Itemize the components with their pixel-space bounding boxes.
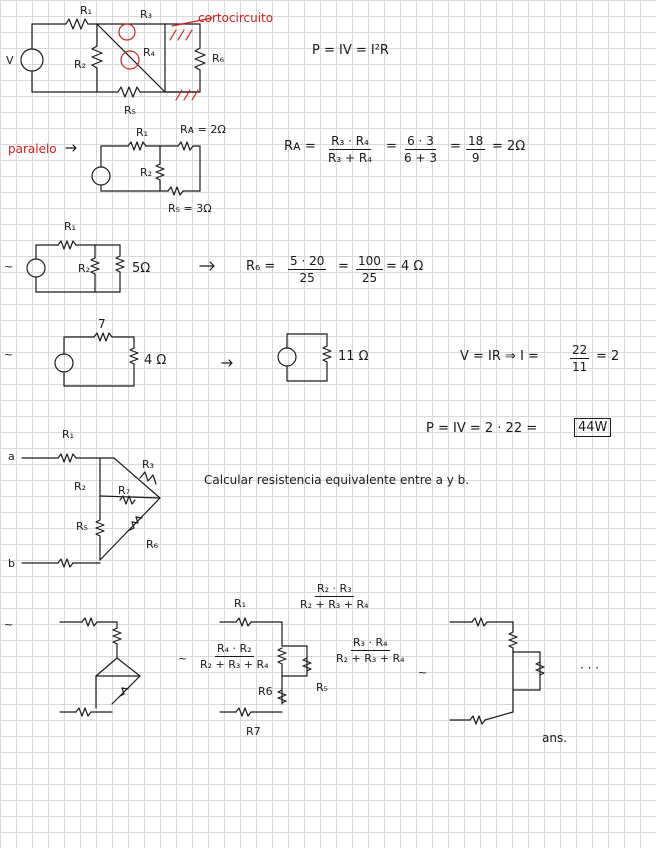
- v-label: V: [6, 54, 14, 67]
- cortocircuito-note: cortocircuito: [198, 11, 274, 25]
- power-formula: P = IV = I²R: [312, 43, 389, 58]
- r7-label-mid: R7: [246, 725, 261, 738]
- circuit-3: [4, 220, 124, 292]
- five-ohm: 5Ω: [132, 261, 151, 276]
- ra-frac-3: $\frac{18}{9}$: [468, 134, 484, 165]
- svg-text:R₁: R₁: [80, 4, 93, 17]
- svg-text:R₄: R₄: [143, 46, 156, 59]
- circuit-9: [418, 618, 544, 724]
- svg-text:~: ~: [418, 666, 428, 679]
- svg-text:~: ~: [4, 618, 14, 631]
- ans-label: ans.: [542, 731, 568, 745]
- rb-result: = 4 Ω: [386, 259, 424, 274]
- seven: 7: [98, 317, 106, 331]
- arrow-2: [222, 360, 232, 366]
- delta-frac-left: $\frac{\text{R₄ · R₂}}{\text{R₂ + R₃ + R₄}}$: [200, 642, 269, 671]
- eleven-ohm: 11 Ω: [338, 349, 369, 364]
- circuit-5: [278, 334, 331, 381]
- r6-label-mid: R6: [258, 685, 273, 698]
- circuit-7: [4, 618, 140, 716]
- circuit-1: [6, 4, 225, 117]
- paralelo-note: paralelo: [8, 142, 57, 156]
- r5-label-mid: R₅: [316, 681, 329, 694]
- rb-lhs: R₆ =: [246, 259, 276, 274]
- circuit-4: [4, 333, 138, 386]
- svg-text:~: ~: [4, 348, 14, 361]
- i-frac: $\frac{22}{11}$: [572, 343, 588, 374]
- svg-text:R₂: R₂: [78, 262, 91, 275]
- power-answer: 44W: [574, 418, 611, 437]
- rb-frac-2: $\frac{100}{25}$: [358, 254, 381, 285]
- ra-lhs: Rᴀ =: [284, 139, 316, 154]
- ra-result: = 2Ω: [492, 139, 526, 154]
- ra-frac-1: $\frac{\text{R₃ · R₄}}{\text{R₃ + R₄}}$: [328, 134, 372, 165]
- svg-text:R₆: R₆: [146, 538, 159, 551]
- svg-text:a: a: [8, 450, 15, 463]
- circuit-2: [92, 126, 200, 195]
- svg-text:R₃: R₃: [142, 458, 155, 471]
- ellipsis: · · ·: [580, 661, 600, 675]
- instruction: Calcular resistencia equivalente entre a y b.: [204, 473, 470, 487]
- svg-text:R₁: R₁: [62, 428, 75, 441]
- i-result: = 2: [596, 349, 620, 364]
- vir: V = IR ⇒ I =: [460, 349, 539, 364]
- ra-value: Rᴀ = 2Ω: [180, 123, 226, 136]
- svg-text:R₇: R₇: [118, 484, 131, 497]
- svg-text:R₁: R₁: [136, 126, 149, 139]
- four-ohm: 4 Ω: [144, 353, 167, 368]
- svg-text:R₆: R₆: [212, 52, 225, 65]
- svg-text:~: ~: [178, 652, 188, 665]
- svg-text:R₂: R₂: [74, 480, 87, 493]
- delta-frac-right: $\frac{\text{R₃ · R₄}}{\text{R₂ + R₃ + R₄}}$: [336, 636, 405, 665]
- notebook-page: V R₁ R₃ R₂ R₄ R₆ R₅ R₁ R₂ ~ R₁ R₂ ~ a b R₁ R₃ R₂ R₇ R₅ R₆ ~ ~ ~ cortocircuito paralelo P = IV = I²R Rᴀ = $\frac{\text{R₃ · R₄}}{\text{R₃ + R₄}}$ = $\frac{6 \cdot 3}{6 + 3}$ = $\frac{18}{9}$ = 2Ω Rᴀ = 2Ω R₅ = 3Ω R₆ = $\frac{5 \cdot 20}{25}$ = $\frac{100}{25}$ = 4 Ω 5Ω 7 4 Ω 11 Ω V = IR ⇒ I = $\frac{22}{11}$ = 2 P = IV = 2 · 22 = 44W Calcular resistencia equivalente entre a y b. $\frac{\text{R₂ · R₃}}{\text{R₂ + R₃ + R₄}}$ $\frac{\text{R₄ · R₂}}{\text{R₂ + R₃ + R₄}}$ $\frac{\text{R₃ · R₄}}{\text{R₂ + R₃ + R₄}}$ R₁ R6 R₅ R7 · · · ans.: [0, 0, 656, 848]
- arrow-1: [200, 262, 214, 270]
- svg-text:R₁: R₁: [64, 220, 77, 233]
- svg-text:R₅: R₅: [124, 104, 137, 117]
- svg-text:R₃: R₃: [140, 8, 153, 21]
- svg-text:R₂: R₂: [74, 58, 87, 71]
- arrow-paralelo: [66, 145, 76, 151]
- delta-frac-top: $\frac{\text{R₂ · R₃}}{\text{R₂ + R₃ + R₄}}$: [300, 582, 369, 611]
- svg-text:R₂: R₂: [140, 166, 153, 179]
- r1-label-mid: R₁: [234, 597, 247, 610]
- circuit-6: [8, 428, 160, 570]
- svg-text:b: b: [8, 557, 15, 570]
- rb-frac-1: $\frac{5 \cdot 20}{25}$: [290, 254, 325, 285]
- ra-frac-2: $\frac{6 \cdot 3}{6 + 3}$: [404, 134, 437, 165]
- power-calc: P = IV = 2 · 22 =: [426, 421, 538, 436]
- svg-text:R₅: R₅: [76, 520, 89, 533]
- svg-text:~: ~: [4, 260, 14, 273]
- r5-value: R₅ = 3Ω: [168, 202, 212, 215]
